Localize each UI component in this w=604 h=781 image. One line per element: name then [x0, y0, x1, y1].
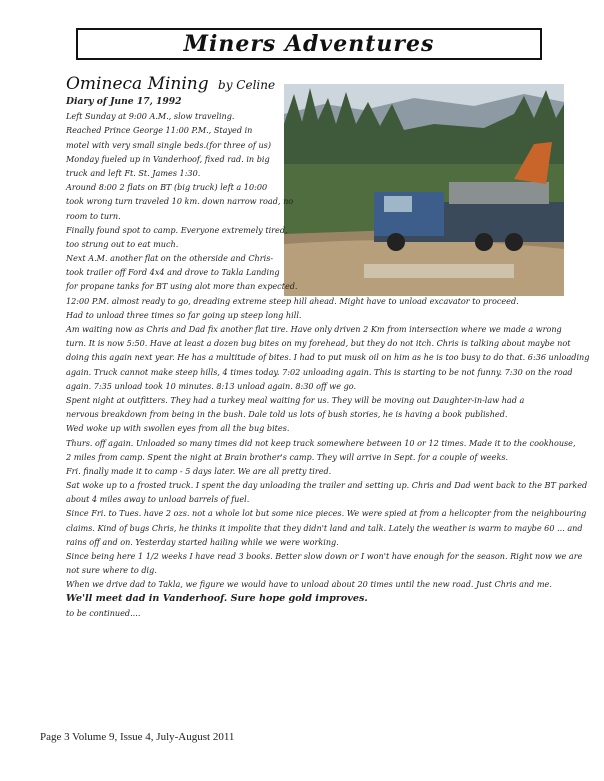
article-line: room to turn. [66, 210, 121, 221]
article-line: We'll meet dad in Vanderhoof. Sure hope gold improves. [66, 592, 368, 604]
article-line: about 4 miles away to unload barrels of fuel. [66, 494, 250, 505]
article-line: Left Sunday at 9:00 A.M., slow traveling. [66, 111, 235, 122]
article-line: took wrong turn traveled 10 km. down narrow road, no [66, 196, 294, 207]
article-line: Since being here 1 1/2 weeks I have read 3 books. Better slow down or I won't have enough for the season. Right now we are [66, 551, 583, 561]
article-body [66, 95, 590, 620]
newsletter-header [76, 28, 542, 60]
article-line: rains off and on. Yesterday started hailing while we were working. [66, 536, 339, 547]
article-line: Am waiting now as Chris and Dad fix another flat tire. Have only driven 2 Km from intersection where we made a wrong [66, 324, 562, 334]
article-line: doing this again next year. He has a multitude of bites. I had to put musk oil on him as he is too busy to do that. 6:36 unloading [66, 352, 590, 363]
article-line: again. 7:35 unload took 10 minutes. 8:13 unload again. 8:30 off we go. [66, 380, 357, 391]
article-line: 2 miles from camp. Spent the night at Brain brother's camp. They will arrive in Sept. for a couple of weeks. [66, 451, 509, 462]
article-line: truck and left Ft. St. James 1:30. [66, 167, 201, 178]
article-line: When we drive dad to Takla, we figure we would have to unload about 20 times until the new road. Just Chris and me. [66, 579, 552, 590]
article-line: Since Fri. to Tues. have 2 ozs. not a whole lot but some nice pieces. We were spied at from a helicopter from the neighbouring [66, 508, 587, 519]
article-line: Next A.M. another flat on the otherside and Chris- [66, 253, 274, 264]
continued-note: to be continued.... [66, 607, 141, 618]
article-line: Monday fueled up in Vanderhoof, fixed rad. in big [66, 153, 270, 164]
article-line: Wed woke up with swollen eyes from all the bug bites. [66, 423, 290, 434]
article-line: claims. Kind of bugs Chris, he thinks it impolite that they didn't land and talk. Lately the weather is warm to maybe 60 ... and [66, 522, 583, 533]
article-line: turn. It is now 5:50. Have at least a dozen bug bites on my forehead, but they do not itch. Chris is talking about maybe not [66, 338, 571, 349]
article-line: too strung out to eat much. [66, 238, 179, 249]
article-line: again. Truck cannot make steep hills, 4 times today. 7:02 unloading again. This is starting to be not funny. 7:30 on the road [66, 366, 573, 377]
article-line: Finally found spot to camp. Everyone extremely tired, [66, 224, 288, 235]
article-line: motel with very small single beds.(for three of us) [66, 139, 271, 150]
article-line: 12:00 P.M. almost ready to go, dreading extreme steep hill ahead. Might have to unload excavator to proceed. [66, 295, 519, 306]
article-line: Thurs. off again. Unloaded so many times did not keep track somewhere between 10 or 12 times. Made it to the cookhouse, [66, 437, 576, 448]
article-title: Omineca Mining [66, 74, 209, 94]
article-line: Spent night at outfitters. They had a turkey meal waiting for us. They will be moving out Daughter-in-law had a [66, 394, 525, 405]
article-line: for propane tanks for BT using alot more than expected. [66, 281, 298, 292]
article-line: Had to unload three times so far going up steep long hill. [66, 309, 302, 320]
article-line: Around 8:00 2 flats on BT (big truck) left a 10:00 [66, 182, 268, 193]
article-line: nervous breakdown from being in the bush. Dale told us lots of bush stories, he is having a book published. [66, 409, 508, 420]
article-line: not sure where to dig. [66, 565, 157, 576]
article-line: Reached Prince George 11:00 P.M., Stayed in [66, 125, 253, 136]
article-byline: by Celine [218, 78, 276, 92]
header-title: Miners Adventures [183, 31, 435, 57]
diary-date: Diary of June 17, 1992 [66, 96, 182, 107]
article-line: Sat woke up to a frosted truck. I spent the day unloading the trailer and setting up. Chris and Dad went back to the BT parked [66, 480, 588, 491]
article-line: took trailer off Ford 4x4 and drove to Takla Landing [66, 267, 280, 278]
article-heading [66, 74, 275, 94]
article-line: Fri. finally made it to camp - 5 days later. We are all pretty tired. [66, 465, 332, 476]
page-footer: Page 3 Volume 9, Issue 4, July-August 2011 [40, 731, 235, 743]
